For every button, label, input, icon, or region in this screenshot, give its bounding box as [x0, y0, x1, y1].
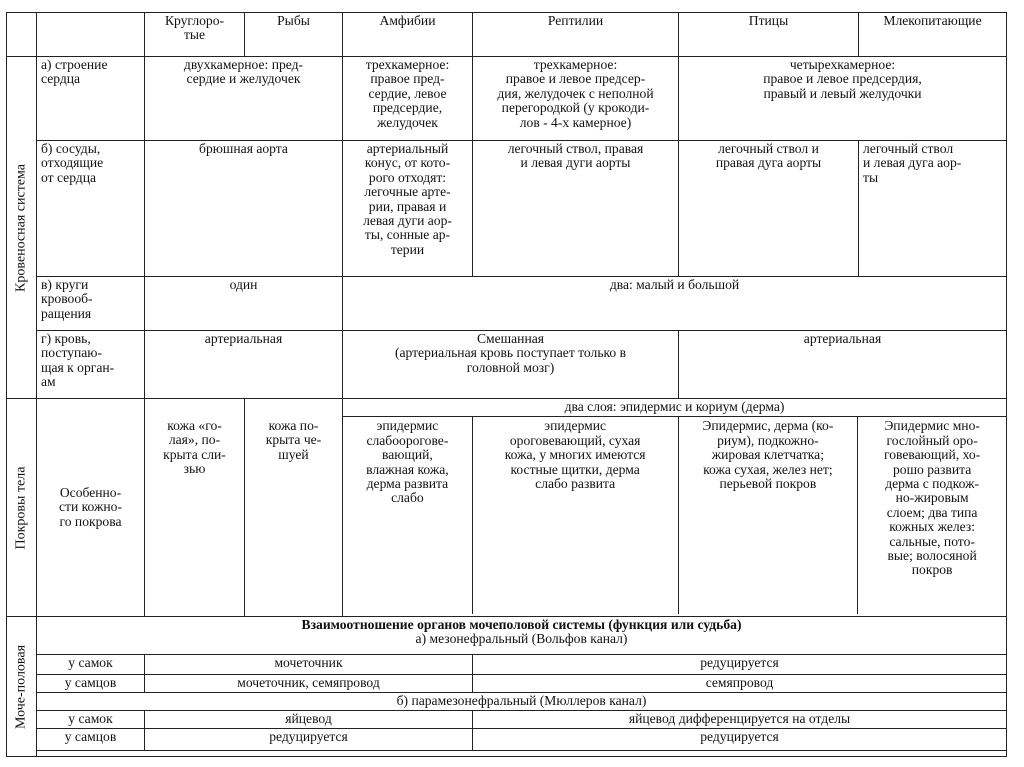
- skin-cyclostomes: кожа «го- лая», по- крыта сли- зью: [145, 399, 245, 617]
- uro-spacer: [37, 751, 1007, 757]
- uro-title-row: [7, 617, 1007, 655]
- heart-reptiles: трехкамерное: правое и левое предсер- дия, желудочек с неполной перегородкой (у крокоди- лов - 4-х камерное): [473, 57, 679, 141]
- skin-reptiles: эпидермис ороговевающий, сухая кожа, у многих имеются костные щитки, дерма слабо развита: [473, 417, 679, 614]
- comparison-table: [6, 12, 1007, 757]
- vessels-label: б) сосуды, отходящие от сердца: [37, 141, 145, 277]
- vessels-reptiles: легочный ствол, правая и левая дуги аорты: [473, 141, 679, 277]
- organs-fish: артериальная: [145, 331, 343, 399]
- header-fish: Рыбы: [245, 13, 343, 57]
- para-male-label: у самцов: [37, 729, 145, 751]
- organs-birds-mammals: артериальная: [679, 331, 1007, 399]
- para-title-row: [7, 693, 1007, 711]
- skin-two-layers: два слоя: эпидермис и кориум (дерма): [343, 399, 1006, 417]
- skin-row: [7, 399, 1007, 617]
- section-uro-title: Моче-половая: [13, 644, 29, 729]
- section-blood: [7, 57, 37, 399]
- header-mammals: Млекопитающие: [859, 13, 1007, 57]
- meso-female-left: мочеточник: [145, 655, 473, 675]
- para-female-right: яйцевод дифференцируется на отделы: [473, 711, 1007, 729]
- organs-label: г) кровь, поступаю- щая к орган- ам: [37, 331, 145, 399]
- header-row: [7, 13, 1007, 57]
- meso-male-right: семяпровод: [473, 675, 1007, 693]
- skin-birds: Эпидермис, дерма (ко- риум), подкожно- жировая клетчатка; кожа сухая, желез нет; перьевой покров: [679, 417, 859, 614]
- heart-amphibians: трехкамерное: правое пред- сердие, левое предсердие, желудочек: [343, 57, 473, 141]
- skin-amphibians: эпидермис слабоорогове- вающий, влажная кожа, дерма развита слабо: [343, 417, 473, 614]
- heart-label: а) строение сердца: [37, 57, 145, 141]
- vessels-row: [7, 141, 1007, 277]
- meso-male-left: мочеточник, семяпровод: [145, 675, 473, 693]
- section-blood-title: Кровеносная система: [13, 163, 29, 292]
- meso-male-label: у самцов: [37, 675, 145, 693]
- heart-birds-mammals: четырехкамерное: правое и левое предсердия, правый и левый желудочки: [679, 57, 1007, 141]
- meso-female-row: [7, 655, 1007, 675]
- circles-label: в) круги кровооб- ращения: [37, 277, 145, 331]
- corner-cell: [7, 13, 37, 57]
- heart-fish: двухкамерное: пред- сердие и желудочек: [145, 57, 343, 141]
- uro-title: Взаимоотношение органов мочеполовой системы (функция или судьба): [301, 617, 742, 632]
- section-uro: [7, 617, 37, 757]
- para-male-left: редуцируется: [145, 729, 473, 751]
- skin-columns: [343, 417, 1006, 614]
- organs-row: [7, 331, 1007, 399]
- para-female-row: [7, 711, 1007, 729]
- uro-meso-title: а) мезонефральный (Вольфов канал): [415, 631, 628, 647]
- skin-right-block: [343, 399, 1007, 617]
- uro-title-cell: [37, 617, 1007, 655]
- vessels-fish: брюшная аорта: [145, 141, 343, 277]
- vessels-birds: легочный ствол и правая дуга аорты: [679, 141, 859, 277]
- para-female-left: яйцевод: [145, 711, 473, 729]
- header-amphibians: Амфибии: [343, 13, 473, 57]
- vessels-amphibians: артериальный конус, от кото- рого отходят: легочные арте- рии, правая и левая дуги аор- ты, сонные ар- терии: [343, 141, 473, 277]
- heart-row: [7, 57, 1007, 141]
- skin-fish: кожа по- крыта че- шуей: [245, 399, 343, 617]
- section-skin-title: Покровы тела: [13, 466, 29, 549]
- meso-female-right: редуцируется: [473, 655, 1007, 675]
- para-female-label: у самок: [37, 711, 145, 729]
- meso-female-label: у самок: [37, 655, 145, 675]
- para-male-right: редуцируется: [473, 729, 1007, 751]
- header-cyclostomes: Круглоро- тые: [145, 13, 245, 57]
- vessels-mammals: легочный ствол и левая дуга аор- ты: [859, 141, 1007, 277]
- corner-cell: [37, 13, 145, 57]
- circles-fish: один: [145, 277, 343, 331]
- circles-row: [7, 277, 1007, 331]
- header-birds: Птицы: [679, 13, 859, 57]
- skin-mammals: Эпидермис мно- гослойный оро- говевающий, хо- рошо развита дерма с подкож- но-жировым слоем; два типа кожных желез: сальные, пото- вые; волосяной покров: [883, 418, 981, 578]
- header-reptiles: Рептилии: [473, 13, 679, 57]
- para-male-row: [7, 729, 1007, 751]
- uro-spacer-row: [7, 751, 1007, 757]
- organs-mixed: Смешанная (артериальная кровь поступает только в головной мозг): [343, 331, 679, 399]
- para-title: б) парамезонефральный (Мюллеров канал): [37, 693, 1007, 711]
- circles-rest: два: малый и большой: [343, 277, 1007, 331]
- skin-label: Особенно- сти кожно- го покрова: [37, 399, 145, 617]
- meso-male-row: [7, 675, 1007, 693]
- section-skin: [7, 399, 37, 617]
